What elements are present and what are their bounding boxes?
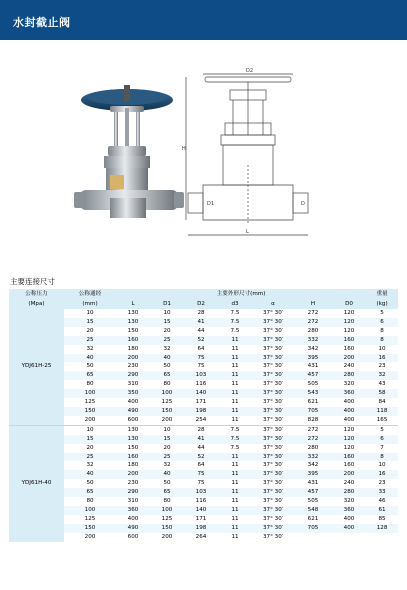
table-row [9, 515, 398, 524]
table-cell: 280 [332, 488, 366, 497]
table-row [9, 461, 398, 470]
table-cell: 160 [116, 453, 150, 462]
table-cell: 85 [378, 515, 386, 522]
table-cell: 32 [366, 371, 398, 380]
table-row [9, 506, 398, 515]
table-cell: 11 [231, 345, 239, 352]
table-cell: 33 [366, 488, 398, 497]
table-cell: 28 [197, 310, 205, 316]
table-row [9, 345, 398, 354]
table-cell: 15 [64, 435, 116, 444]
table-cell: 431 [307, 363, 319, 370]
table-cell: 548 [294, 506, 332, 515]
table-cell: 32 [163, 345, 171, 352]
table-cell: 37° 30′ [262, 480, 284, 487]
table-cell: 600 [127, 533, 139, 540]
table-cell: 75 [184, 354, 218, 363]
table-cell: 37° 30′ [252, 488, 294, 497]
table-cell: 15 [150, 318, 184, 327]
table-cell: 37° 30′ [262, 381, 284, 388]
table-cell: 171 [195, 399, 207, 406]
table-cell: 37° 30′ [262, 327, 284, 334]
table-cell: 150 [150, 524, 184, 533]
table-cell: 20 [163, 444, 171, 451]
table-cell: 140 [184, 506, 218, 515]
table-row [9, 389, 398, 398]
table-cell: 150 [127, 444, 139, 451]
table-cell: 332 [294, 453, 332, 462]
table-cell: 200 [84, 416, 96, 423]
table-cell: 5 [366, 425, 398, 434]
table-cell: 103 [184, 488, 218, 497]
table-cell: 25 [150, 336, 184, 345]
table-row [9, 470, 398, 479]
table-cell: 65 [64, 371, 116, 380]
table-cell: 200 [116, 354, 150, 363]
th-l: L [116, 300, 150, 309]
table-row [9, 398, 398, 407]
table-cell: 25 [64, 453, 116, 462]
table-cell: 200 [161, 416, 173, 423]
table-row [9, 479, 398, 488]
table-cell: 272 [307, 310, 319, 316]
table-cell: 41 [184, 318, 218, 327]
table-cell: 32 [86, 345, 94, 352]
table-cell: 11 [218, 371, 252, 380]
table-cell: 254 [195, 416, 207, 423]
table-cell: 400 [332, 407, 366, 416]
table-row [9, 327, 398, 336]
label-h: H [182, 146, 186, 152]
table-cell: 600 [127, 416, 139, 423]
table-cell: 16 [366, 354, 398, 363]
table-cell: 37° 30′ [252, 425, 294, 434]
table-cell: 11 [218, 354, 252, 363]
table-cell: 10 [86, 310, 94, 316]
table-cell: 50 [163, 480, 171, 487]
table-cell: 11 [218, 488, 252, 497]
table-cell: 272 [294, 435, 332, 444]
table-cell: 50 [86, 363, 94, 370]
table-cell: 120 [343, 327, 355, 334]
table-cell: 543 [294, 389, 332, 398]
table-cell: 828 [307, 416, 319, 423]
table-cell: 310 [127, 498, 139, 505]
table-cell: 290 [116, 371, 150, 380]
table-cell: 264 [195, 533, 207, 540]
table-cell: 7.5 [218, 318, 252, 327]
table-cell: 52 [184, 453, 218, 462]
table-cell: 43 [378, 381, 386, 388]
table-cell: 320 [343, 498, 355, 505]
table-cell: 40 [64, 470, 116, 479]
table-cell: 350 [116, 389, 150, 398]
table-cell: 23 [378, 480, 386, 487]
table-cell: 230 [127, 363, 139, 370]
table-cell: 150 [127, 327, 139, 334]
table-cell: 130 [116, 425, 150, 434]
table-cell: 65 [64, 488, 116, 497]
table-cell: 25 [64, 336, 116, 345]
table-cell: 310 [127, 381, 139, 388]
table-cell: 11 [218, 506, 252, 515]
table-row [9, 336, 398, 345]
th-d0: D0 [332, 300, 366, 309]
table-cell: 40 [150, 354, 184, 363]
table-cell: 52 [184, 336, 218, 345]
table-cell: 360 [332, 389, 366, 398]
table-row [9, 416, 398, 425]
table-cell: 11 [218, 389, 252, 398]
table-cell: 11 [231, 416, 239, 423]
table-cell: 240 [343, 363, 355, 370]
label-d2: D2 [246, 68, 254, 74]
table-cell: 118 [366, 407, 398, 416]
table-cell: 11 [231, 480, 239, 487]
table-cell: 37° 30′ [252, 389, 294, 398]
table-cell: 140 [184, 389, 218, 398]
table-cell: 11 [231, 381, 239, 388]
table-cell: 37° 30′ [262, 444, 284, 451]
table-cell: 80 [86, 381, 94, 388]
table-cell: 75 [197, 480, 205, 487]
table-cell: 84 [378, 399, 386, 406]
table-cell: 180 [127, 462, 139, 469]
table-cell: 8 [366, 453, 398, 462]
table-cell: 160 [116, 336, 150, 345]
table-cell: 120 [343, 310, 355, 316]
table-cell: 11 [231, 533, 239, 540]
table-cell: 705 [294, 524, 332, 533]
table-row [9, 533, 398, 542]
table-cell: 75 [184, 470, 218, 479]
table-cell: 7.5 [230, 444, 240, 451]
table-cell: 130 [116, 318, 150, 327]
dimension-table [9, 289, 398, 542]
table-cell: 10 [64, 425, 116, 434]
table-cell: 40 [150, 470, 184, 479]
table-cell: 120 [343, 444, 355, 451]
table-cell: 7.5 [230, 327, 240, 334]
table-cell: 37° 30′ [262, 363, 284, 370]
table-cell: 37° 30′ [262, 515, 284, 522]
th-d1: D1 [150, 300, 184, 309]
table-cell: 37° 30′ [252, 407, 294, 416]
table-cell: 171 [195, 515, 207, 522]
table-cell: 58 [366, 389, 398, 398]
table-row [9, 497, 398, 506]
table-cell: 65 [150, 488, 184, 497]
table-cell: 100 [64, 389, 116, 398]
table-cell: 11 [218, 407, 252, 416]
table-cell: 25 [150, 453, 184, 462]
table-cell: 332 [294, 336, 332, 345]
table-cell: 400 [343, 399, 355, 406]
table-cell: 150 [64, 524, 116, 533]
table-cell: 37° 30′ [252, 371, 294, 380]
table-cell: 130 [127, 310, 139, 316]
table-cell: 7.5 [218, 425, 252, 434]
table-cell: 150 [64, 407, 116, 416]
table-row [9, 309, 398, 318]
table-cell: 8 [380, 327, 384, 334]
table-cell: 28 [184, 425, 218, 434]
table-cell: 64 [197, 345, 205, 352]
table-cell: 11 [218, 336, 252, 345]
table-cell: 37° 30′ [252, 435, 294, 444]
table-cell: 505 [307, 498, 319, 505]
table-cell: 160 [343, 462, 355, 469]
table-cell: 37° 30′ [252, 318, 294, 327]
table-cell: 320 [343, 381, 355, 388]
table-cell: 160 [332, 336, 366, 345]
table-cell: 32 [163, 462, 171, 469]
table-cell: 120 [332, 435, 366, 444]
th-d3: d3 [218, 300, 252, 309]
table-cell: 7 [380, 444, 384, 451]
table-cell: 272 [294, 318, 332, 327]
table-row [9, 362, 398, 371]
table-row [9, 407, 398, 416]
table-cell: 23 [378, 363, 386, 370]
table-cell: 160 [332, 453, 366, 462]
table-cell: 40 [64, 354, 116, 363]
table-cell: 125 [161, 399, 173, 406]
table-cell: 395 [294, 354, 332, 363]
table-cell: 130 [116, 435, 150, 444]
table-row [9, 453, 398, 462]
table-cell: 20 [86, 444, 94, 451]
label-d: D [301, 201, 305, 207]
table-cell: 621 [307, 515, 319, 522]
table-row [9, 318, 398, 327]
table-cell: 11 [231, 399, 239, 406]
table-cell: 400 [332, 524, 366, 533]
page-title: 水封截止阀 [13, 16, 71, 29]
valve-photo [70, 80, 200, 230]
table-cell: 37° 30′ [252, 336, 294, 345]
table-cell: 116 [195, 498, 207, 505]
table-cell: 395 [294, 470, 332, 479]
table-cell: 11 [231, 462, 239, 469]
table-cell: 150 [150, 407, 184, 416]
table-cell: 37° 30′ [262, 345, 284, 352]
table-cell: 490 [116, 407, 150, 416]
table-cell: 125 [84, 515, 96, 522]
table-cell: 431 [307, 480, 319, 487]
table-cell: 15 [150, 435, 184, 444]
table-cell: 6 [366, 435, 398, 444]
table-cell: 37° 30′ [252, 506, 294, 515]
table-cell: 7.5 [218, 435, 252, 444]
th-d2: D2 [184, 300, 218, 309]
table-cell: 37° 30′ [262, 416, 284, 423]
table-cell: 342 [307, 462, 319, 469]
table-cell: 116 [195, 381, 207, 388]
th-pressure: 公称压力 (Mpa) [9, 289, 64, 309]
table-cell: 180 [127, 345, 139, 352]
table-cell: 280 [307, 327, 319, 334]
table-cell: 80 [163, 381, 171, 388]
table-cell: 11 [231, 363, 239, 370]
section-title: 主要连接尺寸 [10, 277, 55, 286]
table-row [9, 524, 398, 533]
table-cell [366, 533, 398, 542]
table-cell: 11 [218, 453, 252, 462]
table-cell: 457 [294, 488, 332, 497]
table-row [9, 488, 398, 497]
table-cell: 200 [116, 470, 150, 479]
label-d1: D1 [207, 201, 215, 207]
table-cell: 80 [163, 498, 171, 505]
table-cell: 37° 30′ [262, 462, 284, 469]
table-cell: 6 [366, 318, 398, 327]
table-cell: 400 [127, 399, 139, 406]
table-cell: 100 [150, 389, 184, 398]
table-cell: 360 [116, 506, 150, 515]
table-cell: 10 [378, 462, 386, 469]
table-cell: 65 [150, 371, 184, 380]
table-cell: 44 [197, 444, 205, 451]
th-dn: 公称通经 (mm) [64, 289, 116, 309]
table-cell: 11 [231, 498, 239, 505]
table-cell: 198 [184, 524, 218, 533]
model-cell: YDJ61H-40 [9, 425, 64, 541]
table-cell: 32 [86, 462, 94, 469]
table-cell: 200 [161, 533, 173, 540]
table-cell: 8 [366, 336, 398, 345]
table-cell: 100 [64, 506, 116, 515]
table-row [9, 435, 398, 444]
table-row [9, 354, 398, 363]
table-cell: 280 [307, 444, 319, 451]
th-weight: 重量 (kg) [366, 289, 398, 309]
table-cell: 621 [307, 399, 319, 406]
table-cell: 10 [150, 425, 184, 434]
table-cell: 240 [343, 480, 355, 487]
th-alpha: α [252, 300, 294, 309]
table-cell: 400 [343, 515, 355, 522]
table-cell: 160 [343, 345, 355, 352]
table-cell: 7.5 [230, 310, 240, 316]
table-cell: 11 [218, 524, 252, 533]
table-cell: 37° 30′ [252, 470, 294, 479]
table-cell: 125 [84, 399, 96, 406]
table-cell: 705 [294, 407, 332, 416]
table-cell: 230 [127, 480, 139, 487]
table-cell: 200 [332, 470, 366, 479]
table-cell: 120 [332, 318, 366, 327]
table-cell: 103 [184, 371, 218, 380]
table-cell: 360 [332, 506, 366, 515]
table-cell: 41 [184, 435, 218, 444]
table-cell: 37° 30′ [262, 498, 284, 505]
table-cell: 165 [376, 416, 388, 423]
table-cell: 5 [380, 310, 384, 316]
table-cell: 37° 30′ [252, 354, 294, 363]
table-cell: 37° 30′ [262, 533, 284, 540]
label-l: L [246, 229, 249, 235]
table-cell: 46 [378, 498, 386, 505]
table-cell: 37° 30′ [252, 453, 294, 462]
table-cell: 490 [116, 524, 150, 533]
table-row [9, 425, 398, 434]
table-cell [294, 533, 332, 542]
table-row [9, 371, 398, 380]
table-cell [332, 533, 366, 542]
table-cell: 200 [84, 533, 96, 540]
table-cell: 20 [163, 327, 171, 334]
table-cell: 16 [366, 470, 398, 479]
valve-drawing [183, 65, 313, 250]
table-cell: 198 [184, 407, 218, 416]
table-cell: 10 [163, 310, 171, 316]
model-cell: YDJ61H-25 [9, 309, 64, 425]
table-cell: 342 [307, 345, 319, 352]
table-row [9, 380, 398, 389]
table-cell: 100 [150, 506, 184, 515]
table-cell: 44 [197, 327, 205, 334]
table-cell: 37° 30′ [252, 524, 294, 533]
table-cell: 400 [343, 416, 355, 423]
table-cell: 125 [161, 515, 173, 522]
table-cell: 457 [294, 371, 332, 380]
table-cell: 272 [294, 425, 332, 434]
table-cell: 290 [116, 488, 150, 497]
table-cell: 200 [332, 354, 366, 363]
table-cell: 61 [366, 506, 398, 515]
page-header [0, 0, 407, 40]
th-h: H [294, 300, 332, 309]
table-cell: 280 [332, 371, 366, 380]
table-cell: 120 [332, 425, 366, 434]
table-cell: 75 [197, 363, 205, 370]
table-cell: 400 [127, 515, 139, 522]
table-cell: 20 [86, 327, 94, 334]
table-cell: 11 [218, 470, 252, 479]
table-row [9, 444, 398, 453]
table-cell: 128 [366, 524, 398, 533]
table-cell: 15 [64, 318, 116, 327]
table-cell: 50 [163, 363, 171, 370]
table-cell: 11 [231, 515, 239, 522]
table-cell: 10 [378, 345, 386, 352]
table-cell: 505 [307, 381, 319, 388]
table-cell: 50 [86, 480, 94, 487]
table-cell: 80 [86, 498, 94, 505]
th-dims: 主要外形尺寸(mm) [116, 289, 366, 300]
table-cell: 64 [197, 462, 205, 469]
table-cell: 37° 30′ [262, 310, 284, 316]
table-cell: 37° 30′ [262, 399, 284, 406]
